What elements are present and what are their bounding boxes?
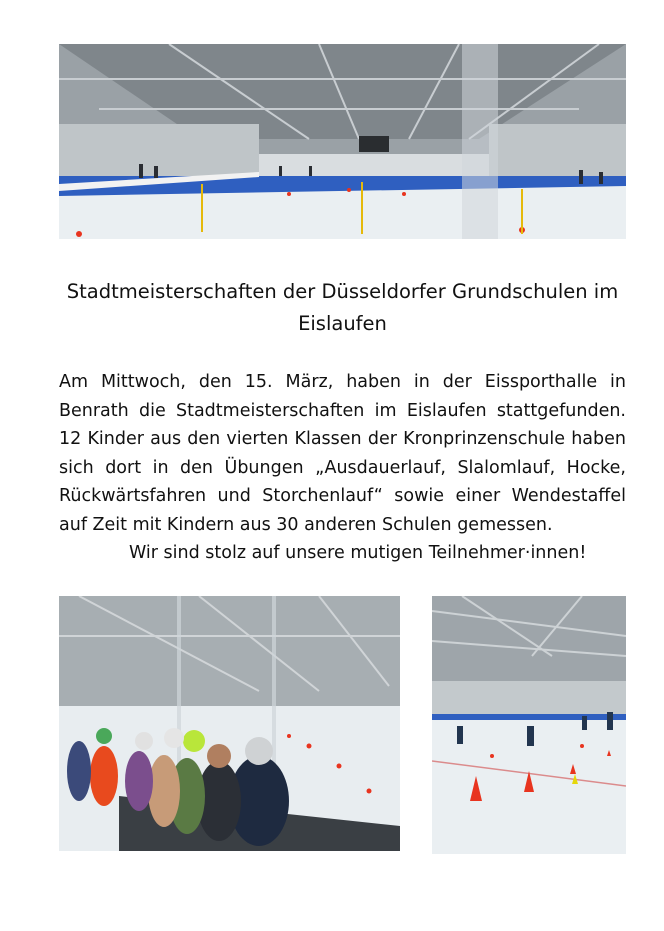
document-body-paragraph: Am Mittwoch, den 15. März, haben in der Eissporthalle in Benrath die Stadtmeisterschaften im Eislaufen stattgefunden. 12 Kinder aus den vierten Klassen der Kronprinzenschule haben sich dort in den Übungen „Ausdauerlauf, Slalomlauf, Hocke, Rückwärtsfahren und Storchenlauf“ sowie einer Wendestaffel auf Zeit mit Kindern aus 30 anderen Schulen gemessen. <box>59 372 626 535</box>
children-at-boards-image <box>59 596 400 851</box>
document-closing-line: Wir sind stolz auf unsere mutigen Teilnehmer·innen! <box>129 543 587 563</box>
rink-overview-image <box>59 44 626 239</box>
document-title: Stadtmeisterschaften der Düsseldorfer Grundschulen im Eislaufen <box>66 280 619 335</box>
children-at-boards-photo <box>59 596 400 851</box>
rink-overview-photo <box>59 44 626 239</box>
slalom-photo <box>432 596 626 854</box>
slalom-image <box>432 596 626 854</box>
